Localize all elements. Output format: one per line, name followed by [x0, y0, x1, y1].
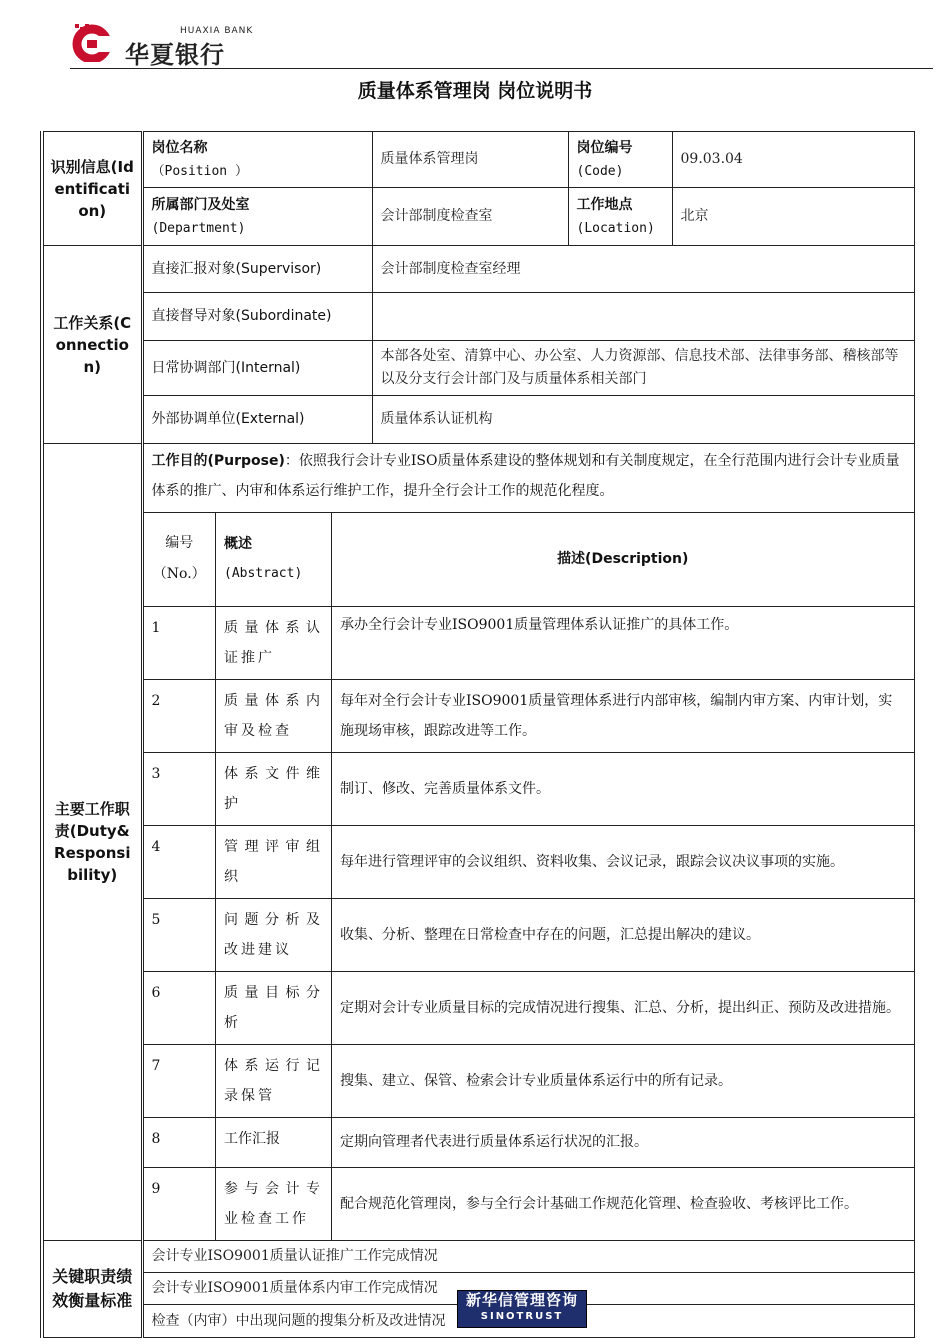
code-label-cell	[568, 132, 672, 188]
code-value: 09.03.04	[672, 132, 914, 188]
footer-brand-cn: 新华信管理咨询	[465, 1291, 578, 1309]
duty-no: 8	[144, 1117, 216, 1167]
relation-value: 质量体系认证机构	[372, 396, 914, 444]
code-label-en: (Code)	[576, 163, 624, 179]
position-label-en: （Position ）	[151, 163, 248, 179]
page-header	[70, 20, 933, 69]
department-label-en: (Department)	[151, 220, 246, 236]
duty-abstract: 工作汇报	[216, 1117, 332, 1167]
duty-description: 每年进行管理评审的会议组织、资料收集、会议记录，跟踪会议决议事项的实施。	[332, 825, 914, 898]
footer-brand-en: SINOTRUST	[480, 1311, 564, 1322]
position-value: 质量体系管理岗	[372, 132, 568, 188]
kpi-section-label: 关键职责绩效衡量标准	[42, 1240, 142, 1337]
duty-description: 承办全行会计专业ISO9001质量管理体系认证推广的具体工作。	[332, 606, 914, 679]
huaxia-bank-logo-icon	[70, 22, 114, 62]
col-no-header: 编号（No.）	[144, 512, 216, 606]
duty-row	[144, 679, 914, 752]
location-label-cell	[568, 188, 672, 246]
relation-value	[372, 293, 914, 341]
duty-row	[144, 1167, 914, 1240]
duty-no: 4	[144, 825, 216, 898]
duty-description: 搜集、建立、保管、检索会计专业质量体系运行中的所有记录。	[332, 1044, 914, 1117]
duty-description: 收集、分析、整理在日常检查中存在的问题，汇总提出解决的建议。	[332, 898, 914, 971]
department-label-cell	[142, 188, 372, 246]
duty-description: 定期对会计专业质量目标的完成情况进行搜集、汇总、分析，提出纠正、预防及改进措施。	[332, 971, 914, 1044]
purpose-text: ：依照我行会计专业ISO质量体系建设的整体规划和有关制度规定，在全行范围内进行会计专业质量体系的推广、内审和体系运行维护工作，提升全行会计工作的规范化程度。	[151, 453, 900, 499]
bank-logo	[70, 22, 270, 69]
kpi-item: 会计专业ISO9001质量体系内审工作完成情况	[142, 1272, 914, 1304]
duty-abstract: 问题分析及改进建议	[216, 898, 332, 971]
duty-no: 6	[144, 971, 216, 1044]
location-label-en: (Location)	[576, 220, 655, 236]
duty-abstract: 参与会计专业检查工作	[216, 1167, 332, 1240]
duty-row	[144, 1044, 914, 1117]
duty-abstract: 质量体系内审及检查	[216, 679, 332, 752]
sinotrust-logo	[457, 1290, 587, 1328]
kpi-item: 检查（内审）中出现问题的搜集分析及改进情况	[142, 1304, 914, 1337]
relation-value: 会计部制度检查室经理	[372, 246, 914, 293]
relation-label: 外部协调单位(External)	[142, 396, 372, 444]
department-value: 会计部制度检查室	[372, 188, 568, 246]
kpi-item: 会计专业ISO9001质量认证推广工作完成情况	[142, 1240, 914, 1272]
relation-label: 日常协调部门(Internal)	[142, 341, 372, 396]
duty-no: 5	[144, 898, 216, 971]
document-title: 质量体系管理岗 岗位说明书	[357, 80, 593, 102]
duty-abstract: 体系文件维护	[216, 752, 332, 825]
duties-content	[142, 444, 914, 1241]
location-label: 工作地点	[576, 196, 633, 213]
duty-no: 1	[144, 606, 216, 679]
duty-row	[144, 825, 914, 898]
bank-name-cn: 华夏银行	[125, 41, 225, 69]
duty-row	[144, 606, 914, 679]
duty-no: 7	[144, 1044, 216, 1117]
duty-abstract: 管理评审组织	[216, 825, 332, 898]
duty-no: 9	[144, 1167, 216, 1240]
duty-row	[144, 898, 914, 971]
relation-label: 直接督导对象(Subordinate)	[142, 293, 372, 341]
duty-description: 每年对全行会计专业ISO9001质量管理体系进行内部审核，编制内审方案、内审计划，实施现场审核，跟踪改进等工作。	[332, 679, 914, 752]
duty-description: 制订、修改、完善质量体系文件。	[332, 752, 914, 825]
job-description-table	[40, 131, 915, 1338]
col-abstract-label: 概述	[224, 536, 252, 552]
duty-abstract: 质量目标分析	[216, 971, 332, 1044]
relations-section-label: 工作关系(Connection)	[42, 246, 142, 444]
duty-description: 定期向管理者代表进行质量体系运行状况的汇报。	[332, 1117, 914, 1167]
identification-section-label: 识别信息(Identification)	[42, 132, 142, 246]
duty-row	[144, 752, 914, 825]
relation-value: 本部各处室、清算中心、办公室、人力资源部、信息技术部、法律事务部、稽核部等以及分支行会计部门及与质量体系相关部门	[372, 341, 914, 396]
duty-no: 3	[144, 752, 216, 825]
purpose-cell	[144, 444, 914, 512]
duty-abstract: 体系运行记录保管	[216, 1044, 332, 1117]
position-label-cell	[142, 132, 372, 188]
duty-no: 2	[144, 679, 216, 752]
duty-table	[144, 444, 914, 1240]
position-label: 岗位名称	[151, 139, 208, 156]
purpose-label: 工作目的(Purpose)	[151, 453, 285, 469]
code-label: 岗位编号	[576, 139, 633, 156]
duty-description: 配合规范化管理岗，参与全行会计基础工作规范化管理、检查验收、考核评比工作。	[332, 1167, 914, 1240]
bank-name-en: HUAXIA BANK	[180, 26, 254, 36]
col-abstract-header	[216, 512, 332, 606]
relation-label: 直接汇报对象(Supervisor)	[142, 246, 372, 293]
duty-abstract: 质量体系认证推广	[216, 606, 332, 679]
department-label: 所属部门及处室	[151, 196, 250, 213]
duty-row	[144, 971, 914, 1044]
col-abstract-label-en: (Abstract)	[224, 566, 303, 581]
duties-section-label: 主要工作职责(Duty&Responsibility)	[42, 444, 142, 1241]
col-description-header: 描述(Description)	[332, 512, 914, 606]
location-value: 北京	[672, 188, 914, 246]
duty-row	[144, 1117, 914, 1167]
